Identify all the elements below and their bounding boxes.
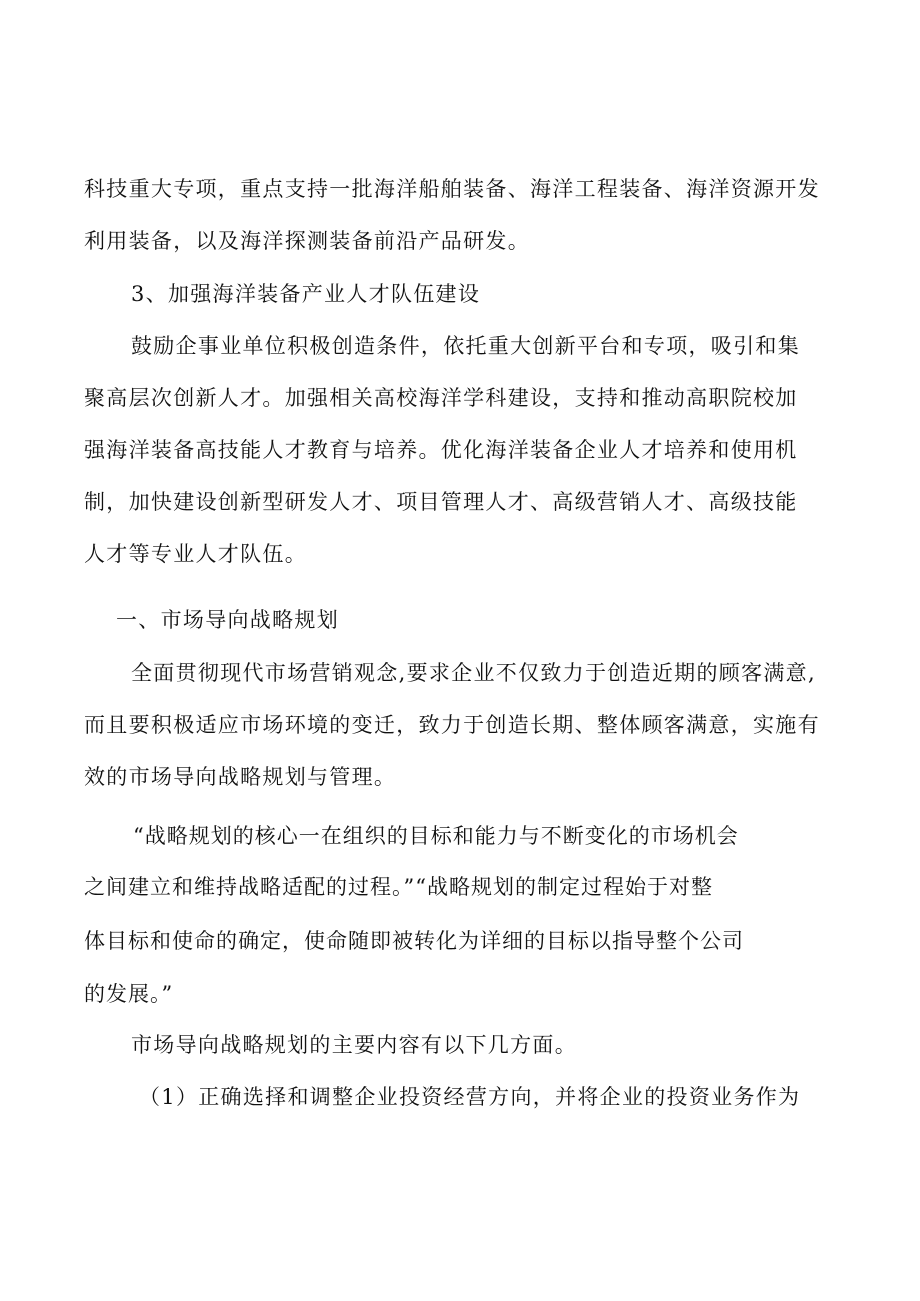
paragraph-line: 强海洋装备高技能人才教育与培养。优化海洋装备企业人才培养和使用机 [84, 438, 798, 462]
quote-line: 体目标和使命的确定，使命随即被转化为详细的目标以指导整个公司 [84, 929, 744, 953]
quote-line: “战略规划的核心一在组织的目标和能力与不断变化的市场机会 [133, 824, 739, 848]
section-heading: 3、加强海洋装备产业人才队伍建设 [131, 282, 481, 306]
paragraph-line: 市场导向战略规划的主要内容有以下几方面。 [131, 1033, 577, 1057]
paragraph-line: 鼓励企事业单位积极创造条件，依托重大创新平台和专项，吸引和集 [131, 334, 800, 358]
paragraph-line: 利用装备，以及海洋探测装备前沿产品研发。 [84, 229, 530, 253]
paragraph-line: 制，加快建设创新型研发人才、项目管理人才、高级营销人才、高级技能 [84, 490, 798, 514]
paragraph-line: 全面贯彻现代市场营销观念,要求企业不仅致力于创造近期的顾客满意, [131, 661, 816, 685]
paragraph-line: 而且要积极适应市场环境的变迁，致力于创造长期、整体顾客满意，实施有 [84, 713, 820, 737]
chapter-heading: 一、市场导向战略规划 [116, 608, 339, 632]
paragraph-line: 科技重大专项，重点支持一批海洋船舶装备、海洋工程装备、海洋资源开发 [84, 177, 820, 201]
quote-line: 之间建立和维持战略适配的过程。”“战略规划的制定过程始于对整 [84, 875, 713, 899]
paragraph-line: 效的市场导向战略规划与管理。 [84, 765, 397, 789]
paragraph-line: 人才等专业人才队伍。 [84, 542, 307, 566]
paragraph-line: 聚高层次创新人才。加强相关高校海洋学科建设，支持和推动高职院校加 [84, 386, 798, 410]
quote-line: 的发展。” [84, 982, 174, 1006]
list-item-line: （1）正确选择和调整企业投资经营方向，并将企业的投资业务作为 [139, 1085, 801, 1109]
